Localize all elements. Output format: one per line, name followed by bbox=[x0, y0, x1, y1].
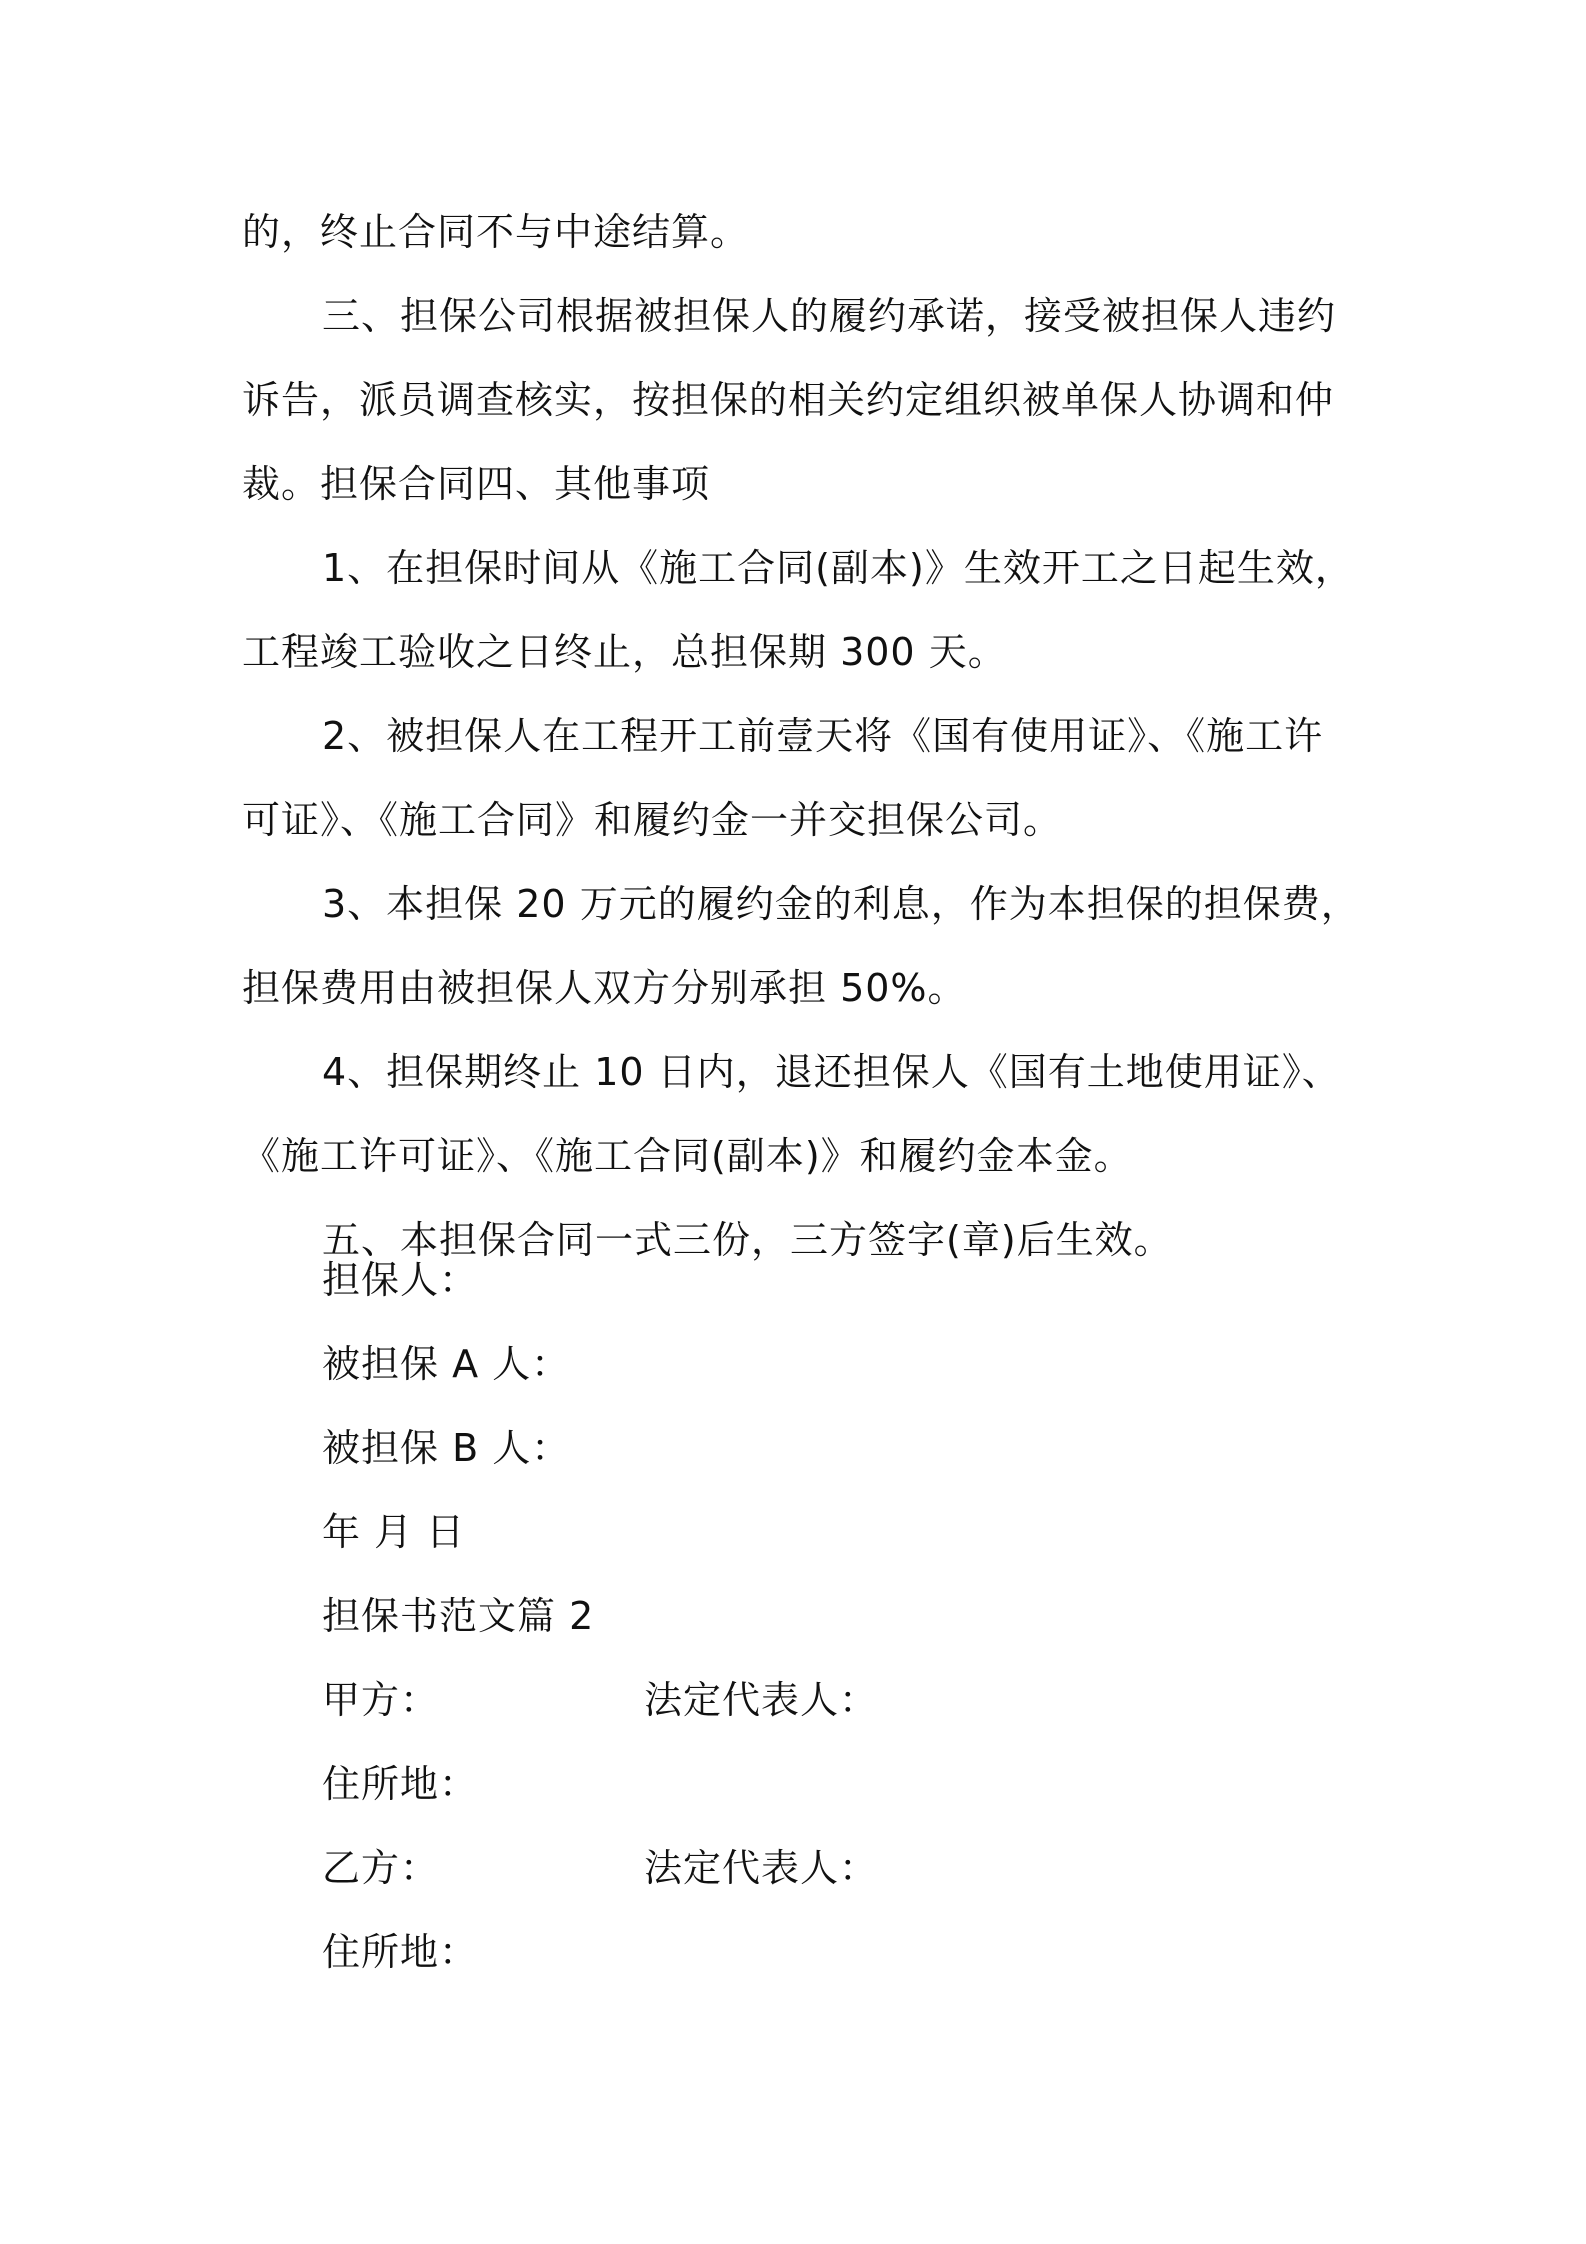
party-yi-address-label: 住所地： bbox=[322, 1930, 479, 1974]
party-yi-label: 乙方： bbox=[322, 1846, 440, 1890]
body-line: 担保费用由被担保人双方分别承担 50%。 bbox=[242, 966, 967, 1010]
party-jia-label: 甲方： bbox=[322, 1678, 440, 1722]
body-line: 裁。担保合同四、其他事项 bbox=[242, 462, 711, 506]
signature-block bbox=[322, 1238, 1222, 1994]
guarantor-label: 担保人： bbox=[322, 1258, 479, 1302]
date-label: 年 月 日 bbox=[322, 1510, 466, 1554]
party-yi-rep-label: 法定代表人： bbox=[644, 1846, 879, 1890]
party-jia-address-label: 住所地： bbox=[322, 1762, 479, 1806]
body-line: 诉告，派员调查核实，按担保的相关约定组织被单保人协调和仲 bbox=[242, 378, 1335, 422]
body-line: 三、担保公司根据被担保人的履约承诺，接受被担保人违约 bbox=[322, 294, 1337, 338]
party-b-label: 被担保 B 人： bbox=[322, 1426, 571, 1470]
body-line: 《施工许可证》、《施工合同(副本)》和履约金本金。 bbox=[242, 1134, 1133, 1178]
body-line: 五、本担保合同一式三份，三方签字(章)后生效。 bbox=[322, 1218, 1173, 1262]
body-line: 工程竣工验收之日终止，总担保期 300 天。 bbox=[242, 630, 1007, 674]
body-line: 的，终止合同不与中途结算。 bbox=[242, 210, 750, 254]
body-line: 3、本担保 20 万元的履约金的利息，作为本担保的担保费， bbox=[322, 882, 1360, 926]
party-a-label: 被担保 A 人： bbox=[322, 1342, 571, 1386]
contract-body bbox=[242, 190, 1362, 1282]
body-line: 可证》、《施工合同》和履约金一并交担保公司。 bbox=[242, 798, 1063, 842]
party-yi-row bbox=[322, 1826, 1222, 1910]
body-line: 1、在担保时间从《施工合同(副本)》生效开工之日起生效， bbox=[322, 546, 1354, 590]
party-jia-rep-label: 法定代表人： bbox=[644, 1678, 879, 1722]
party-jia-row bbox=[322, 1658, 1222, 1742]
body-line: 2、被担保人在工程开工前壹天将《国有使用证》、《施工许 bbox=[322, 714, 1324, 758]
body-line: 4、担保期终止 10 日内，退还担保人《国有土地使用证》、 bbox=[322, 1050, 1341, 1094]
section-title: 担保书范文篇 2 bbox=[322, 1594, 595, 1638]
